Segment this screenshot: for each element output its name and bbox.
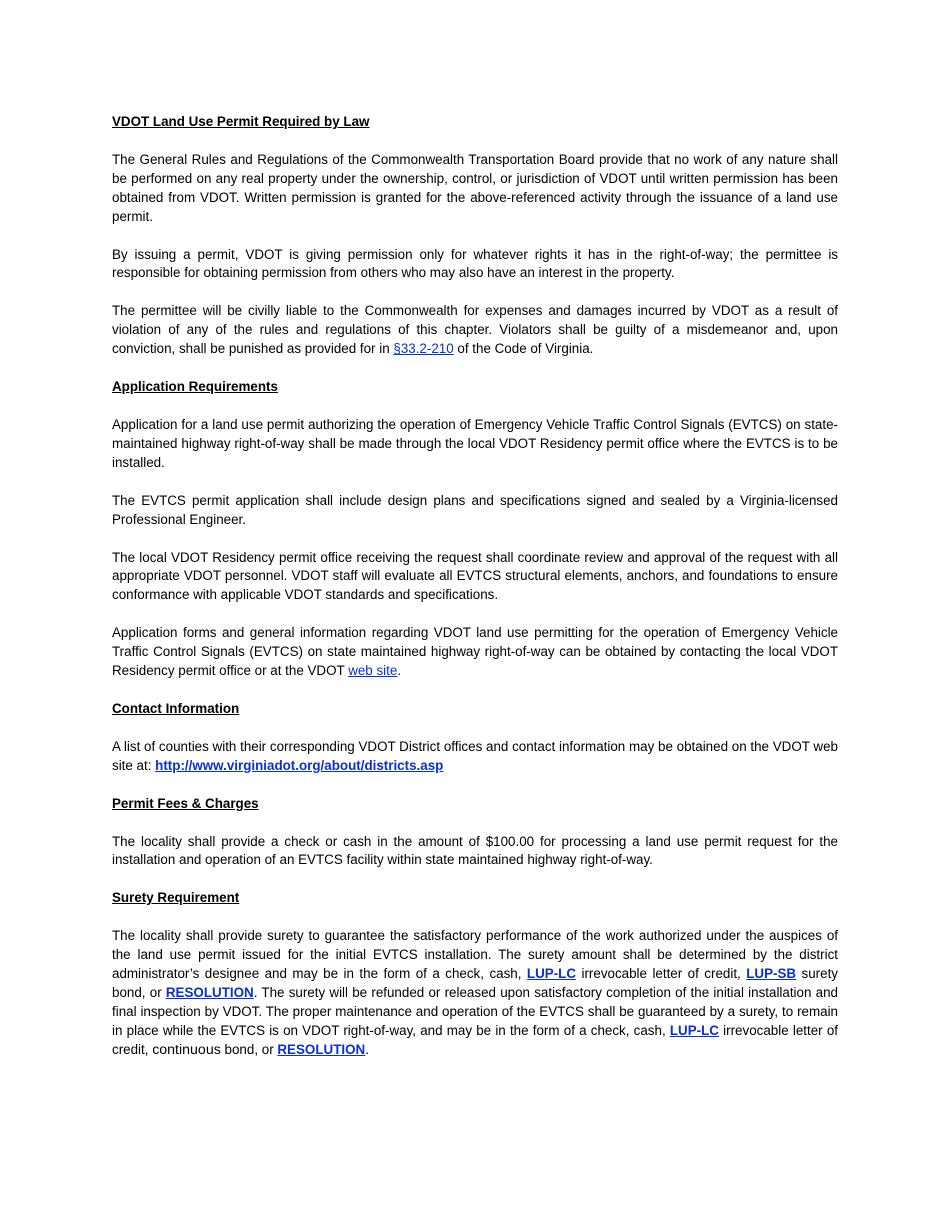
paragraph: The local VDOT Residency permit office receiving the request shall coordinate review and approval of the request with all appropriate VDOT personnel. VDOT staff will evaluate all EVTCS structural elements, anchors, and foundations to ensure conformance with applicable VDOT standards and specifications. (112, 549, 838, 603)
districts-url-link[interactable]: http://www.virginiadot.org/about/districts.asp (155, 757, 444, 773)
text-run: irrevocable letter of credit, (576, 966, 747, 982)
section-heading-contact: Contact Information (112, 700, 240, 716)
text-run: . The surety will be refunded or released upon satisfactory completion of the initial installation and final inspection by VDOT. The proper maintenance and operation of the EVTCS shall be guaranteed by a surety, to remain in place while the EVTCS is on VDOT right-of-way, and may be in the form of a check, cash, (112, 985, 839, 1038)
section-heading-fees: Permit Fees & Charges (112, 795, 259, 811)
paragraph: The EVTCS permit application shall include design plans and specifications signed and sealed by a Virginia-licensed Professional Engineer. (112, 492, 838, 527)
lup-lc-link[interactable]: LUP-LC (669, 1022, 719, 1038)
section-heading-application: Application Requirements (112, 379, 278, 395)
resolution-link[interactable]: RESOLUTION (277, 1041, 366, 1057)
paragraph: By issuing a permit, VDOT is giving permission only for whatever rights it has in the right-of-way; the permittee is responsible for obtaining permission from others who may also have an interest in the property. (112, 246, 838, 281)
paragraph (112, 927, 838, 1059)
paragraph (112, 624, 838, 681)
text-run: irrevocable letter of credit, (112, 1022, 839, 1057)
lup-sb-link[interactable]: LUP-SB (746, 966, 797, 982)
vdot-web-site-link[interactable]: web site (348, 663, 398, 679)
text-run: surety bond, or (112, 966, 839, 1000)
text-run: The locality shall provide surety to guarantee the satisfactory performance of the work authorized under the auspices of the land use permit issued for the initial EVTCS installation. The surety amount shall be determined by the district administrator’s designee and may be in the form of a check, cash, (112, 928, 838, 982)
lup-lc-link[interactable]: LUP-LC (526, 966, 577, 982)
section-heading-permit-required: VDOT Land Use Permit Required by Law (112, 114, 370, 129)
text-run: of the Code of Virginia. (453, 341, 594, 357)
document-page (112, 113, 838, 1079)
paragraph: The General Rules and Regulations of the Commonwealth Transportation Board provide that no work of any nature shall be performed on any real property under the ownership, control, or jurisdiction of VDOT until written permission has been obtained from VDOT. Written permission is granted for the above-referenced activity through the issuance of a land use permit. (112, 151, 838, 224)
text-run: . (397, 663, 402, 679)
paragraph: Application for a land use permit authorizing the operation of Emergency Vehicle Traffic Control Signals (EVTCS) on state-maintained highway right-of-way shall be made through the local VDOT Residency permit office where the EVTCS is to be installed. (112, 416, 838, 470)
text-run: bond, or (220, 1041, 278, 1057)
code-of-virginia-link[interactable]: §33.2-210 (393, 341, 454, 357)
paragraph (112, 302, 838, 359)
text-run: A list of counties with their corresponding VDOT District offices and contact information may be obtained on the VDOT web site at: (112, 738, 838, 773)
resolution-link[interactable]: RESOLUTION (165, 985, 254, 1000)
section-heading-surety: Surety Requirement (112, 890, 240, 906)
paragraph: The locality shall provide a check or cash in the amount of $100.00 for processing a land use permit request for the installation and operation of an EVTCS facility within state maintained highway right-of-way. (112, 833, 838, 868)
text-run: . (365, 1041, 369, 1057)
text-run: The permittee will be civilly liable to the Commonwealth for expenses and damages incurred by VDOT as a result of violation of any of the rules and regulations of this chapter. Violators shall be guilty of a misdemeanor and, upon conviction, shall be punished as provided for in (112, 303, 838, 357)
text-run: Application forms and general information regarding VDOT land use permitting for the operation of Emergency Vehicle Traffic Control Signals (EVTCS) on state maintained highway right-of-way can be obtained by contacting the local VDOT Residency permit office or at the VDOT (112, 625, 838, 679)
paragraph (112, 738, 838, 776)
text-run: continuous (152, 1041, 221, 1058)
